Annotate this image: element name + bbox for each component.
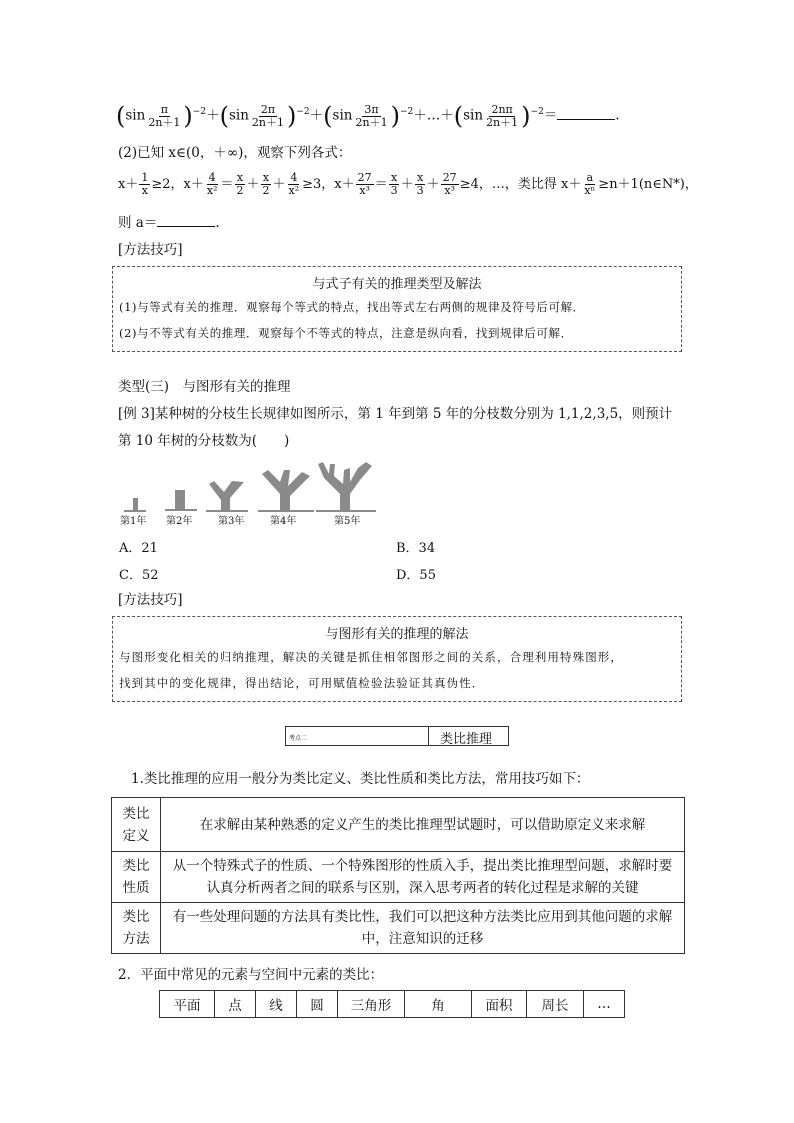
q2-text: (2)已知 x∈(0，＋∞)，观察下列各式： — [118, 145, 352, 161]
intro-2: 2．平面中常见的元素与空间中元素的类比： — [118, 967, 384, 983]
analogy-table — [111, 797, 685, 954]
table-head-cell — [112, 903, 161, 954]
exponent: −2 — [530, 107, 544, 117]
section-small-label: 考点二 — [289, 735, 308, 742]
fraction — [146, 104, 182, 129]
ineq-text: x＋ — [118, 177, 139, 192]
fraction — [356, 172, 374, 197]
frac-den: xⁿ — [584, 184, 596, 197]
table-row — [160, 991, 625, 1018]
frac-num: x — [391, 171, 398, 184]
section-divider — [428, 727, 429, 745]
box-title: 与图形有关的推理的解法 — [325, 627, 469, 642]
frac-den: 3 — [416, 184, 424, 197]
section-title: 类比推理 — [440, 732, 493, 747]
frac-den: x — [141, 184, 148, 197]
table-cell: 平面 — [160, 991, 215, 1018]
ineq-text: ≥n＋1(n∈N*)， — [598, 177, 698, 192]
table-cell: 面积 — [472, 991, 527, 1018]
fraction — [205, 172, 220, 197]
tree-label: 第2年 — [166, 516, 193, 527]
sin-text: sin — [463, 107, 484, 124]
frac-num: π — [160, 102, 168, 116]
fraction — [484, 104, 520, 129]
sin-text: sin — [125, 107, 146, 124]
frac-num: 2nπ — [491, 102, 513, 116]
cell-text: 定义 — [122, 827, 150, 844]
ineq-text: ＋ — [272, 177, 286, 192]
period: . — [215, 215, 220, 231]
table-head-cell — [112, 852, 161, 903]
fraction — [353, 104, 389, 129]
sin-text: sin — [228, 107, 249, 124]
frac-num: 2π — [260, 102, 276, 116]
section-header — [285, 726, 509, 746]
frac-num: 1 — [141, 171, 149, 184]
frac-den: x³ — [359, 184, 370, 197]
ineq-text: ＋ — [426, 177, 440, 192]
table-cell: 有一些处理问题的方法具有类比性，我们可以把这种方法类比应用到其他问题的求解中，注意知识的迁移 — [161, 903, 685, 954]
option-a[interactable]: A．21 — [119, 541, 158, 556]
inequality-line — [118, 172, 698, 197]
frac-den: x² — [288, 184, 300, 197]
period: . — [615, 107, 620, 124]
fraction — [261, 172, 272, 197]
method-box-2 — [112, 616, 682, 702]
element-table — [159, 990, 625, 1018]
method-label: [方法技巧] — [118, 592, 183, 608]
table-cell: 三角形 — [338, 991, 405, 1018]
frac-num: x — [262, 171, 270, 184]
answer-blank[interactable] — [557, 107, 615, 120]
ineq-text: ≥3，x＋ — [302, 177, 355, 192]
frac-den: 2n＋1 — [251, 115, 284, 129]
frac-den: x³ — [444, 184, 455, 197]
table-cell: 圆 — [297, 991, 338, 1018]
table-row — [112, 798, 685, 852]
tree-year4-image — [258, 466, 314, 512]
fraction — [582, 172, 597, 197]
exponent: −2 — [192, 107, 207, 117]
plus: ＋ — [309, 107, 324, 124]
intro-1: 1.类比推理的应用一般分为类比定义、类比性质和类比方法，常用技巧如下： — [131, 771, 590, 787]
frac-den: 2n＋1 — [148, 115, 181, 129]
formula-line-1: (sin $\frac{\pi}{2n+1}$ )$^{-2}$＋(sin $\frac{2\pi}{2n+1}$ )$^{-2}$＋(sin $\frac{3\pi}{2n+1}$ )$^{-2}$＋…＋(sin $\frac{2n\pi}{2n+1}$ )$^{-2}$＝ . — [116, 102, 620, 130]
table-row — [112, 903, 685, 954]
exponent: −2 — [296, 107, 310, 117]
cell-text: 类比 — [122, 909, 150, 925]
fraction — [250, 104, 286, 129]
ineq-text: ＋ — [246, 177, 260, 192]
sin-text: sin — [332, 107, 353, 124]
frac-den: 2n＋1 — [486, 115, 519, 129]
table-cell: 线 — [256, 991, 297, 1018]
then-a-text: 则 a＝ — [118, 215, 158, 231]
tree-label: 第1年 — [120, 516, 147, 527]
ineq-text: ＋ — [400, 177, 414, 192]
tree-year3-image — [206, 478, 248, 512]
cell-text: 类比 — [122, 858, 150, 874]
exponent: −2 — [399, 107, 414, 117]
tree-label: 第4年 — [270, 516, 297, 527]
table-cell: 角 — [405, 991, 472, 1018]
option-c[interactable]: C．52 — [119, 568, 159, 583]
table-cell: 周长 — [527, 991, 584, 1018]
ineq-text: ≥4，…，类比得 x＋ — [459, 177, 582, 192]
table-cell: 在求解由某种熟悉的定义产生的类比推理型试题时，可以借助原定义来求解 — [161, 798, 685, 852]
frac-num: 3π — [364, 102, 379, 116]
frac-num: 4 — [208, 171, 216, 184]
ineq-text: ＝ — [374, 177, 388, 192]
frac-den: 2n＋1 — [355, 115, 388, 129]
frac-num: x — [236, 171, 244, 184]
tree-year2-image — [165, 488, 197, 512]
tree-label: 第3年 — [218, 516, 245, 527]
table-head-cell — [112, 798, 161, 852]
frac-den: 2 — [262, 184, 270, 197]
frac-den: 2 — [236, 184, 244, 197]
tree-year1-image — [124, 496, 146, 512]
frac-num: 4 — [290, 171, 298, 184]
fraction — [389, 172, 400, 197]
plus: ＋ — [206, 107, 220, 124]
frac-num: a — [586, 171, 594, 184]
frac-num: 27 — [442, 171, 457, 184]
option-d[interactable]: D．55 — [396, 568, 436, 583]
table-cell: … — [584, 991, 625, 1018]
box-paragraph: (1)与等式有关的推理．观察每个等式的特点，找出等式左右两侧的规律及符号后可解． — [119, 300, 585, 314]
type3-heading: 类型(三) 与图形有关的推理 — [118, 379, 291, 395]
option-b[interactable]: B．34 — [396, 541, 436, 556]
box-paragraph: 找到其中的变化规律，得出结论，可用赋值检验法验证其真伪性． — [119, 676, 485, 690]
example3-line1: [例 3]某种树的分枝生长规律如图所示，第 1 年到第 5 年的分枝数分别为 1,1,2,3,5，则预计 — [118, 406, 673, 422]
equals: ＝ — [543, 107, 558, 124]
tree-year5-image — [316, 460, 376, 512]
table-cell: 点 — [215, 991, 256, 1018]
frac-den: x² — [206, 184, 218, 197]
fraction — [234, 172, 245, 197]
dots: ＋…＋ — [413, 107, 454, 124]
then-a-line — [118, 214, 220, 232]
ineq-text: ≥2，x＋ — [151, 177, 204, 192]
frac-num: x — [417, 171, 424, 184]
cell-text: 性质 — [122, 880, 150, 896]
box-paragraph: 与图形变化相关的归纳推理，解决的关键是抓住相邻图形之间的关系，合理利用特殊图形， — [119, 650, 623, 664]
example3-line2: 第 10 年树的分枝数为( ) — [118, 433, 290, 449]
method-box-1 — [112, 266, 682, 352]
fraction — [441, 172, 459, 197]
table-cell: 从一个特殊式子的性质、一个特殊图形的性质入手，提出类比推理型问题，求解时要认真分析两者之间的联系与区别，深入思考两者的转化过程是求解的关键 — [161, 852, 685, 903]
box-paragraph: (2)与不等式有关的推理．观察每个不等式的特点，注意是纵向看，找到规律后可解． — [119, 326, 573, 340]
fraction — [287, 172, 302, 197]
fraction — [415, 172, 426, 197]
cell-text: 类比 — [122, 805, 150, 822]
cell-text: 方法 — [122, 931, 150, 947]
fraction — [139, 172, 150, 197]
box-title: 与式子有关的推理类型及解法 — [312, 277, 482, 292]
ineq-text: ＝ — [220, 177, 234, 192]
method-label: [方法技巧] — [118, 242, 183, 258]
tree-label: 第5年 — [334, 516, 361, 527]
frac-den: 3 — [390, 184, 398, 197]
table-row — [112, 852, 685, 903]
answer-blank[interactable] — [157, 214, 215, 227]
frac-num: 27 — [357, 171, 372, 184]
